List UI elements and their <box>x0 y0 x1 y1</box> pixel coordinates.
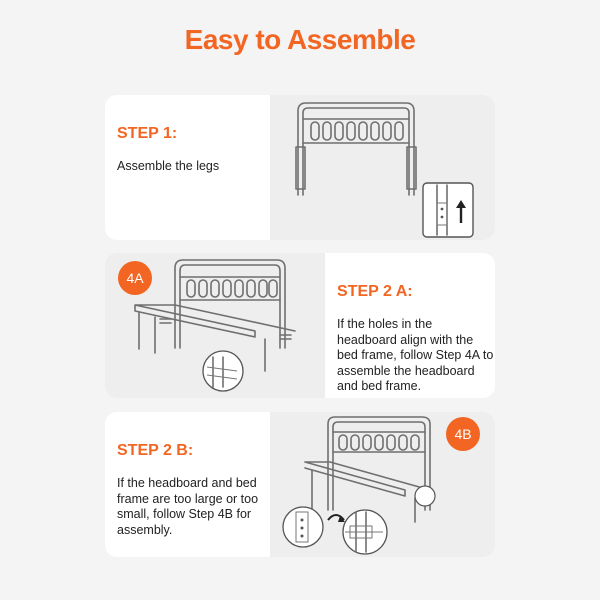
headboard-with-legs-drawing <box>270 95 495 240</box>
step-2b-title: STEP 2 B: <box>117 442 194 459</box>
step-2a-card <box>105 253 495 398</box>
page-title: Easy to Assemble <box>184 24 416 55</box>
step-1-card <box>105 95 495 240</box>
step-2a-text <box>337 253 495 398</box>
step-1-illustration <box>270 95 495 240</box>
step-1-text <box>117 95 287 240</box>
step-1-description: Assemble the legs <box>117 159 220 173</box>
step-2b-description: If the headboard and bed frame are too large or too small, follow Step 4B for assembly. <box>117 476 259 537</box>
step-1-title: STEP 1: <box>117 125 178 142</box>
curved-arrow-icon <box>328 515 345 522</box>
step-2b-text <box>117 412 287 557</box>
step-2b-badge: 4B <box>446 417 480 451</box>
step-2a-description: If the holes in the headboard align with the bed frame, follow Step 4A to assemble the headboard and bed frame. <box>337 317 494 393</box>
step-2a-badge: 4A <box>118 261 152 295</box>
step-2a-title: STEP 2 A: <box>337 283 413 300</box>
step-2b-card <box>105 412 495 557</box>
